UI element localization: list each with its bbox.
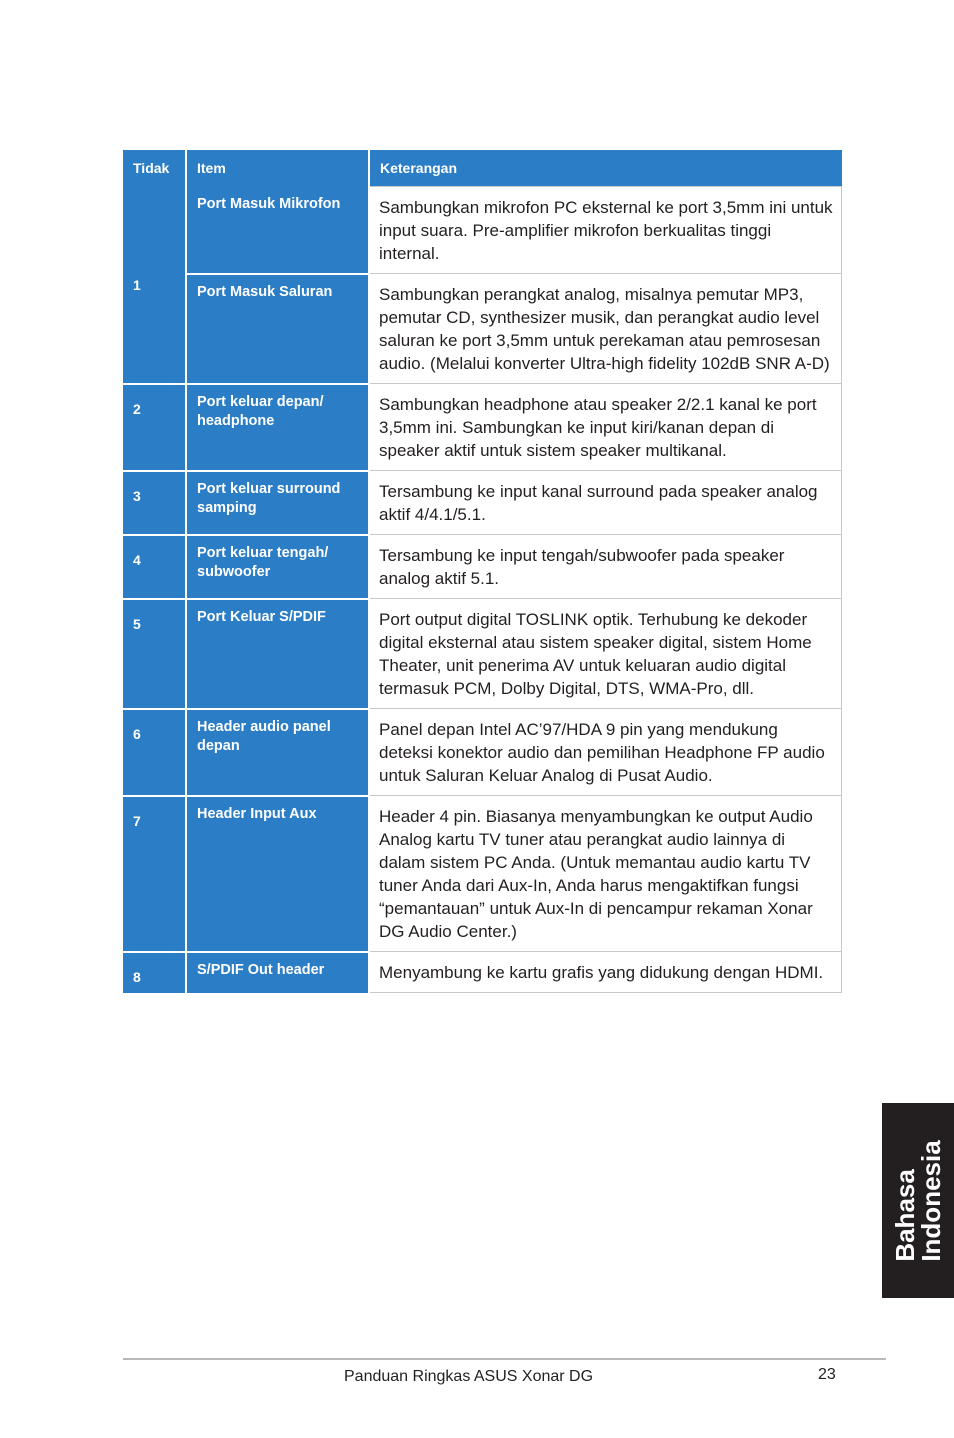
row-number: 8 — [123, 952, 186, 993]
components-table — [123, 150, 842, 993]
language-side-tab — [882, 1103, 954, 1298]
item-description: Sambungkan mikrofon PC eksternal ke port 3,5mm ini untuk input suara. Pre-amplifier mikrofon berkualitas tinggi internal. — [369, 187, 842, 274]
row-number: 4 — [123, 535, 186, 599]
item-name: Port keluar tengah/ subwoofer — [186, 535, 369, 599]
language-label — [892, 1140, 944, 1261]
item-name: Port Keluar S/PDIF — [186, 599, 369, 709]
table-row — [123, 599, 842, 709]
table-row — [123, 709, 842, 796]
page-number: 23 — [818, 1366, 836, 1383]
language-label-line2: Indonesia — [916, 1139, 946, 1262]
item-name: Port Masuk Mikrofon — [186, 187, 369, 274]
header-item: Item — [186, 150, 369, 187]
row-number: 3 — [123, 471, 186, 535]
item-description: Menyambung ke kartu grafis yang didukung dengan HDMI. — [369, 952, 842, 993]
footer-title: Panduan Ringkas ASUS Xonar DG — [344, 1368, 594, 1385]
table-row — [123, 187, 842, 274]
table-row — [123, 274, 842, 384]
header-no: Tidak — [123, 150, 186, 187]
item-description: Sambungkan headphone atau speaker 2/2.1 kanal ke port 3,5mm ini. Sambungkan ke input kiri/kanan depan di speaker aktif untuk sistem speaker multikanal. — [369, 384, 842, 471]
item-description: Port output digital TOSLINK optik. Terhubung ke dekoder digital eksternal atau sistem speaker digital, sistem Home Theater, unit penerima AV untuk keluaran audio digital termasuk PCM, Dolby Digital, DTS, WMA-Pro, dll. — [369, 599, 842, 709]
item-name: Port Masuk Saluran — [186, 274, 369, 384]
table-row — [123, 535, 842, 599]
item-description: Sambungkan perangkat analog, misalnya pemutar MP3, pemutar CD, synthesizer musik, dan perangkat audio level saluran ke port 3,5mm untuk perekaman atau pemrosesan audio. (Melalui konverter Ultra-high fidelity 102dB SNR A-D) — [369, 274, 842, 384]
language-label-line1: Bahasa — [890, 1168, 920, 1262]
item-name: Port keluar surround samping — [186, 471, 369, 535]
row-number: 6 — [123, 709, 186, 796]
item-description: Panel depan Intel AC’97/HDA 9 pin yang mendukung deteksi konektor audio dan pemilihan Headphone FP audio untuk Saluran Keluar Analog di Pusat Audio. — [369, 709, 842, 796]
item-description: Tersambung ke input tengah/subwoofer pada speaker analog aktif 5.1. — [369, 535, 842, 599]
table-row — [123, 384, 842, 471]
item-name: Port keluar depan/ headphone — [186, 384, 369, 471]
row-number: 5 — [123, 599, 186, 709]
row-number: 7 — [123, 796, 186, 952]
item-name: Header audio panel depan — [186, 709, 369, 796]
footer-divider — [123, 1358, 886, 1360]
table-row — [123, 796, 842, 952]
item-description: Header 4 pin. Biasanya menyambungkan ke output Audio Analog kartu TV tuner atau perangkat audio lainnya di dalam sistem PC Anda. (Untuk memantau audio kartu TV tuner Anda dari Aux-In, Anda harus mengaktifkan fungsi “pemantauan” untuk Aux-In di pencampur rekaman Xonar DG Audio Center.) — [369, 796, 842, 952]
header-description: Keterangan — [369, 150, 842, 187]
item-name: Header Input Aux — [186, 796, 369, 952]
table-header-row — [123, 150, 842, 187]
table-row — [123, 471, 842, 535]
item-description: Tersambung ke input kanal surround pada speaker analog aktif 4/4.1/5.1. — [369, 471, 842, 535]
table-row — [123, 952, 842, 993]
row-number: 2 — [123, 384, 186, 471]
row-number: 1 — [123, 187, 186, 384]
item-name: S/PDIF Out header — [186, 952, 369, 993]
